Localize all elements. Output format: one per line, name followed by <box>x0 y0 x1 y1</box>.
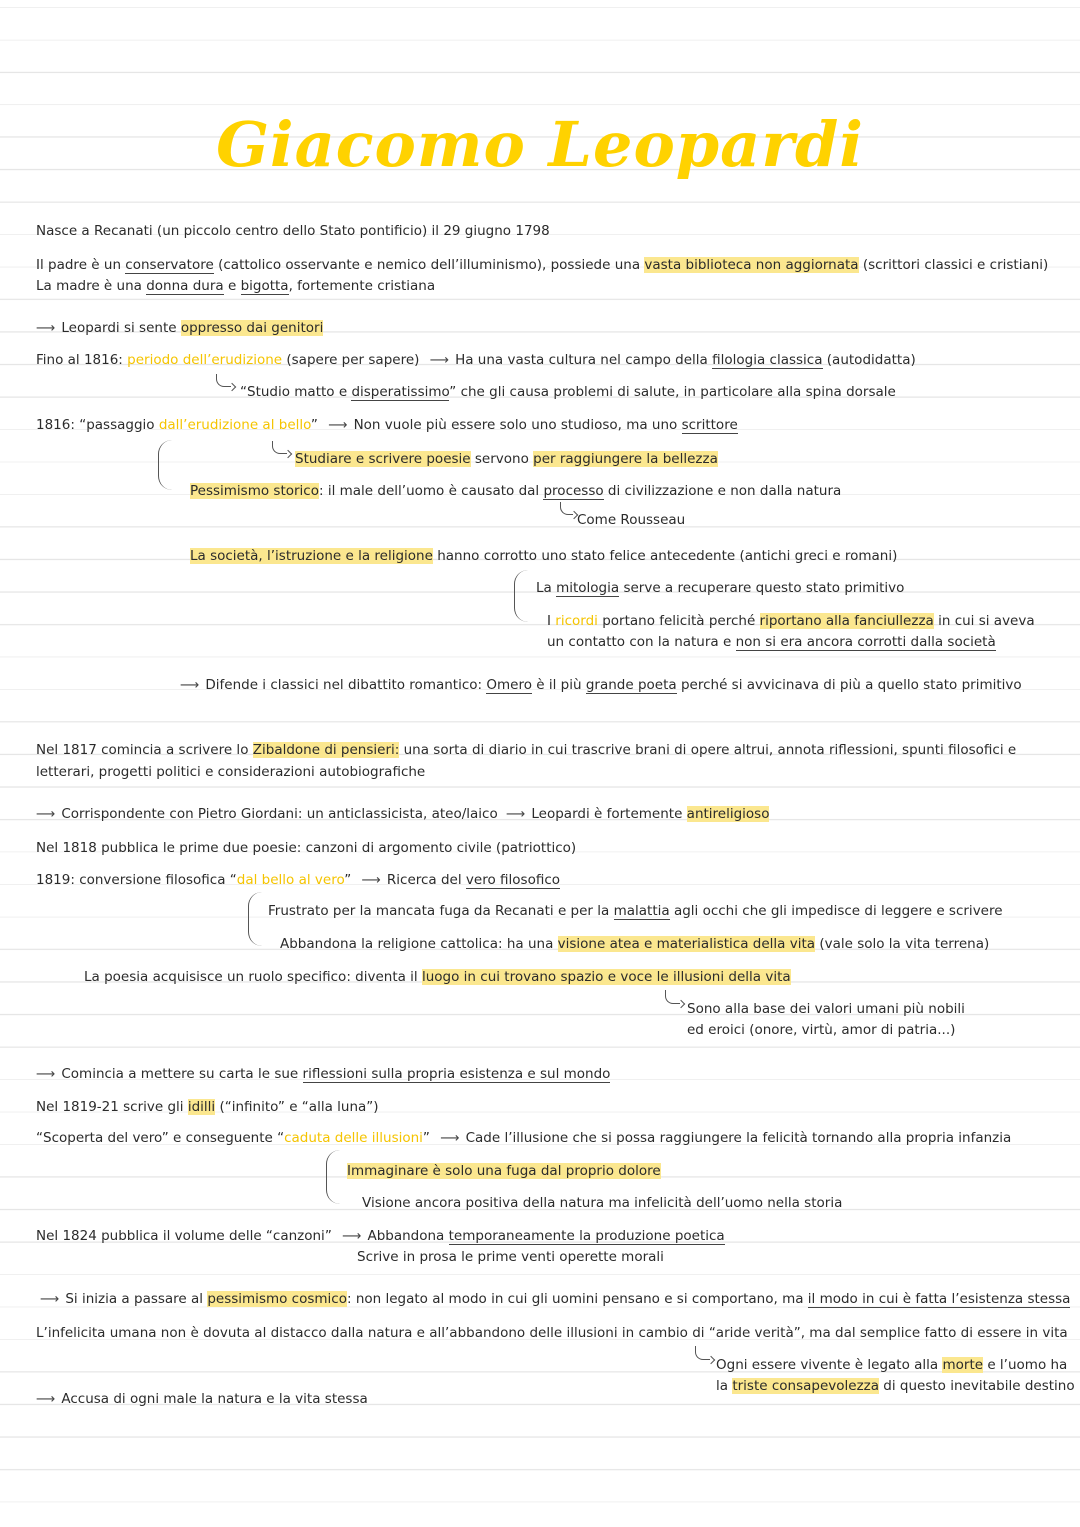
mother-line: La madre è una donna dura e bigotta, fortemente cristiana <box>36 278 436 294</box>
canzoni-1824-line: Nel 1824 pubblica il volume delle “canzoni” ⟶ Abbandona temporaneamente la produzione poetica <box>36 1228 725 1244</box>
brace-icon <box>326 1150 347 1204</box>
passage-1816-line: 1816: “passaggio dall’erudizione al bello” ⟶ Non vuole più essere solo uno studioso, ma uno scrittore <box>36 417 738 433</box>
arrow-icon: ⟶ <box>506 806 526 822</box>
study-line: “Studio matto e disperatissimo” che gli causa problemi di salute, in particolare alla spina dorsale <box>240 384 896 400</box>
arrow-icon: ⟶ <box>361 872 381 888</box>
hook-arrow-icon <box>665 990 680 1004</box>
imagination-line: Immaginare è solo una fuga dal proprio dolore <box>347 1163 661 1179</box>
father-line: Il padre è un conservatore (cattolico osservante e nemico dell’illuminismo), possiede una vasta biblioteca non aggiornata (scrittori classici e cristiani) <box>36 257 1049 273</box>
operette-line: Scrive in prosa le prime venti operette morali <box>357 1249 664 1265</box>
values-cont-line: ed eroici (onore, virtù, amor di patria...) <box>687 1022 956 1038</box>
awareness-line: la triste consapevolezza di questo inevitabile destino <box>716 1378 1075 1394</box>
hook-arrow-icon <box>695 1346 710 1360</box>
brace-icon <box>158 440 181 490</box>
erudition-line: Fino al 1816: periodo dell’erudizione (sapere per sapere) ⟶ Ha una vasta cultura nel campo della filologia classica (autodidatta) <box>36 352 916 368</box>
religion-line: Abbandona la religione cattolica: ha una visione atea e materialistica della vita (vale solo la vita terrena) <box>280 936 990 952</box>
arrow-icon: ⟶ <box>342 1228 362 1244</box>
reflections-line: ⟶ Comincia a mettere su carta le sue riflessioni sulla propria esistenza e sul mondo <box>36 1066 611 1082</box>
arrow-icon: ⟶ <box>36 1066 56 1082</box>
accusation-line: ⟶ Accusa di ogni male la natura e la vita stessa <box>36 1391 368 1407</box>
death-line: Ogni essere vivente è legato alla morte e l’uomo ha <box>716 1357 1068 1373</box>
hook-arrow-icon <box>272 441 287 454</box>
arrow-icon: ⟶ <box>440 1130 460 1146</box>
oppressed-line: ⟶ Leopardi si sente oppresso dai genitori <box>36 320 324 336</box>
hook-arrow-icon <box>560 502 573 515</box>
brace-icon <box>514 570 535 622</box>
arrow-icon: ⟶ <box>36 1391 56 1407</box>
arrow-icon: ⟶ <box>180 677 200 693</box>
mythology-line: La mitologia serve a recuperare questo stato primitivo <box>536 580 905 596</box>
unhappiness-line: L’infelicita umana non è dovuta al distacco dalla natura e all’abbandono delle illusioni in cambio di “aride verità”, ma dal semplice fatto di essere in vita <box>36 1325 1068 1341</box>
zibaldone-cont-line: letterari, progetti politici e considerazioni autobiografiche <box>36 764 426 780</box>
zibaldone-line: Nel 1817 comincia a scrivere lo Zibaldone di pensieri: una sorta di diario in cui trascrive brani di opere altrui, annota riflessioni, spunti filosofici e <box>36 742 1017 758</box>
nature-contact-line: un contatto con la natura e non si era ancora corrotti dalla società <box>547 634 996 650</box>
discovery-line: “Scoperta del vero” e conseguente “caduta delle illusioni” ⟶ Cade l’illusione che si possa raggiungere la felicità tornando alla propria infanzia <box>36 1130 1012 1146</box>
poems-1818-line: Nel 1818 pubblica le prime due poesie: canzoni di argomento civile (patriottico) <box>36 840 577 856</box>
historical-pessimism-line: Pessimismo storico: il male dell’uomo è causato dal processo di civilizzazione e non dalla natura <box>190 483 842 499</box>
birth-line: Nasce a Recanati (un piccolo centro dello Stato pontificio) il 29 giugno 1798 <box>36 223 550 239</box>
poetry-role-line: La poesia acquisisce un ruolo specifico: diventa il luogo in cui trovano spazio e voce le illusioni della vita <box>84 969 791 985</box>
arrow-icon: ⟶ <box>40 1291 60 1307</box>
frustrated-line: Frustrato per la mancata fuga da Recanati e per la malattia agli occhi che gli impedisce di leggere e scrivere <box>268 903 1003 919</box>
rousseau-line: Come Rousseau <box>577 512 686 528</box>
classics-line: ⟶ Difende i classici nel dibattito romantico: Omero è il più grande poeta perché si avvicinava di più a quello stato primitivo <box>180 677 1022 693</box>
giordani-line: ⟶ Corrispondente con Pietro Giordani: un anticlassicista, ateo/laico ⟶ Leopardi è fortemente antireligioso <box>36 806 770 822</box>
values-line: Sono alla base dei valori umani più nobili <box>687 1001 965 1017</box>
society-line: La società, l’istruzione e la religione hanno corrotto uno stato felice antecedente (antichi greci e romani) <box>190 548 898 564</box>
arrow-icon: ⟶ <box>429 352 450 368</box>
arrow-icon: ⟶ <box>328 417 348 433</box>
beauty-line: Studiare e scrivere poesie servono per raggiungere la bellezza <box>295 451 718 467</box>
nature-vision-line: Visione ancora positiva della natura ma infelicità dell’uomo nella storia <box>362 1195 843 1211</box>
brace-icon <box>248 892 269 946</box>
page-title: Giacomo Leopardi <box>216 108 864 181</box>
cosmic-pessimism-line: ⟶ Si inizia a passare al pessimismo cosmico: non legato al modo in cui gli uomini pensano e si comportano, ma il modo in cui è fatta l’esistenza stessa <box>40 1291 1071 1307</box>
conversion-1819-line: 1819: conversione filosofica “dal bello al vero” ⟶ Ricerca del vero filosofico <box>36 872 561 888</box>
arrow-icon: ⟶ <box>36 320 56 336</box>
idylls-line: Nel 1819-21 scrive gli idilli (“infinito” e “alla luna”) <box>36 1099 379 1115</box>
arrow-icon: ⟶ <box>36 806 56 822</box>
hook-arrow-icon <box>216 374 231 387</box>
memories-line: I ricordi portano felicità perché riportano alla fanciullezza in cui si aveva <box>547 613 1035 629</box>
